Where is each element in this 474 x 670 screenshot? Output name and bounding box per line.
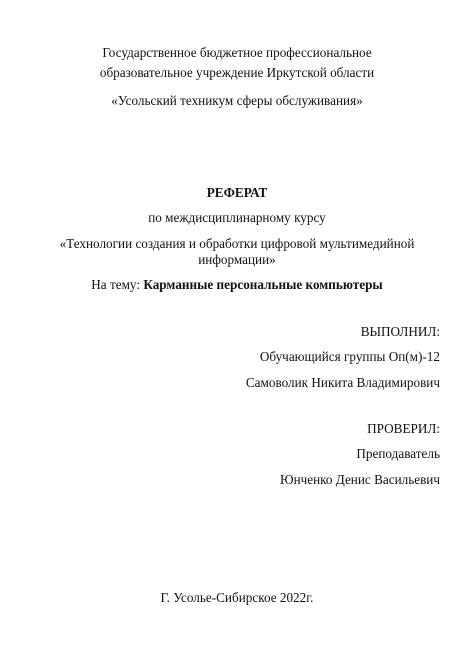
author-group: Обучающийся группы Оп(м)-12 bbox=[259, 349, 440, 364]
author-name: Самоволик Никита Владимирович bbox=[245, 375, 440, 390]
institution-line-2: образовательное учреждение Иркутской области bbox=[99, 65, 375, 80]
document-type-title: РЕФЕРАТ bbox=[206, 185, 268, 200]
topic-title: Карманные персональные компьютеры bbox=[143, 277, 383, 292]
institution-line-1: Государственное бюджетное профессиональное bbox=[102, 45, 372, 60]
reviewer-role: Преподаватель bbox=[356, 446, 440, 461]
course-name-line-2: информации» bbox=[198, 252, 276, 267]
reviewer-name: Юнченко Денис Васильевич bbox=[280, 472, 440, 487]
course-name-line-1: «Технологии создания и обработки цифровой мультимедийной bbox=[59, 236, 415, 251]
topic-prefix: На тему: bbox=[91, 277, 141, 292]
topic-line bbox=[0, 276, 474, 293]
college-name: «Усольский техникум сферы обслуживания» bbox=[111, 93, 363, 108]
author-label: ВЫПОЛНИЛ: bbox=[360, 324, 440, 339]
reviewer-label: ПРОВЕРИЛ: bbox=[367, 421, 440, 436]
place-year: Г. Усолье-Сибирское 2022г. bbox=[160, 590, 314, 605]
course-intro: по междисциплинарному курсу bbox=[148, 210, 326, 225]
